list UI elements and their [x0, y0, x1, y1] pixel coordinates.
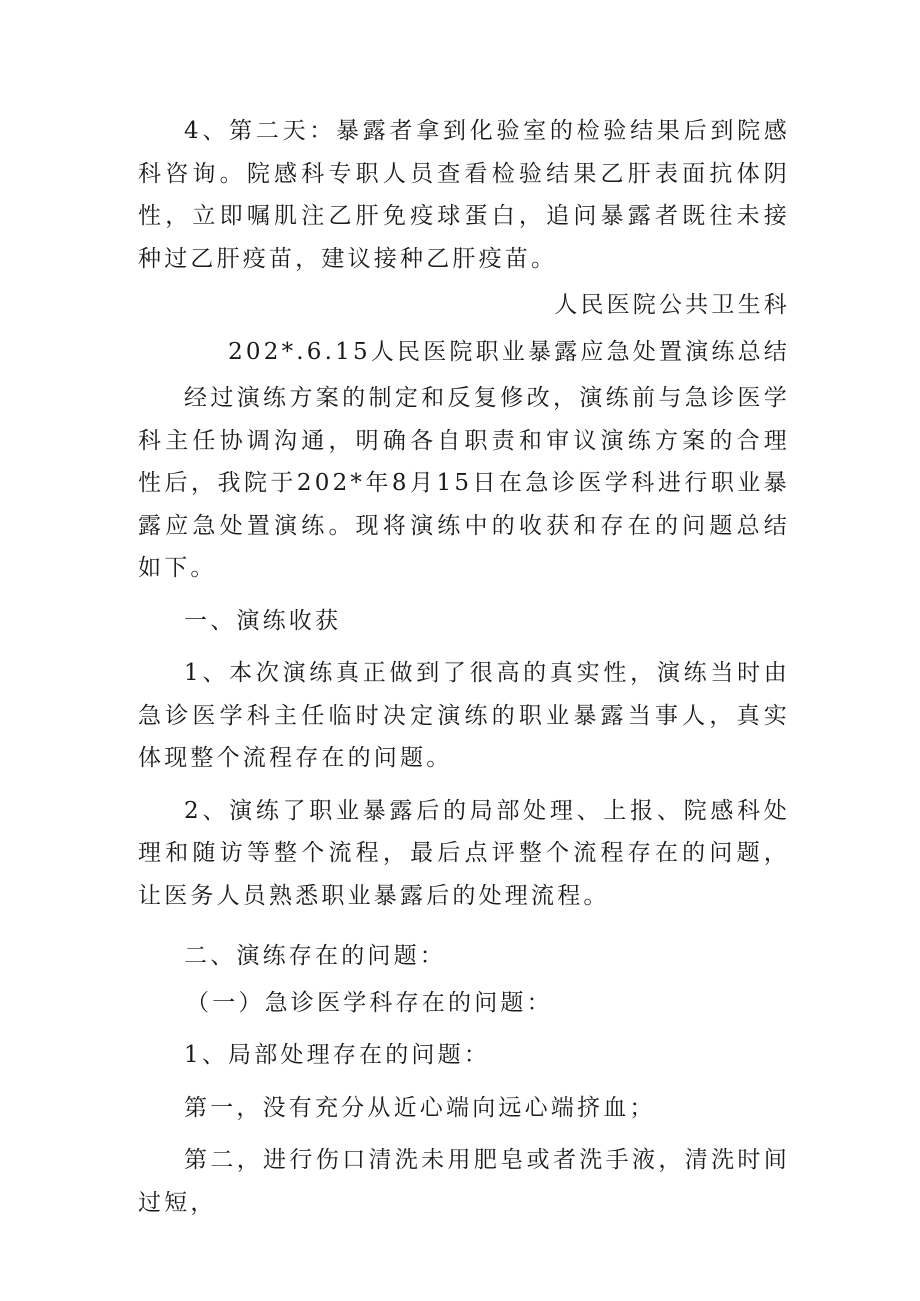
item-local-treatment-problems: 1、局部处理存在的问题： — [184, 1042, 491, 1068]
heading-drill-problems: 二、演练存在的问题： — [184, 943, 446, 969]
item-second-point: 第二，进行伤口清洗未用肥皂或者洗手液，清洗时间过短， — [138, 1147, 790, 1216]
paragraph-gain-one: 1、本次演练真正做到了很高的真实性，演练当时由急诊医学科主任临时决定演练的职业暴露当事人，真实体现整个流程存在的问题。 — [138, 660, 790, 771]
signature-department: 人民医院公共卫生科 — [554, 292, 790, 318]
document-body — [138, 110, 790, 1224]
item-first-point: 第一，没有充分从近心端向远心端挤血； — [184, 1094, 656, 1121]
paragraph-introduction: 经过演练方案的制定和反复修改，演练前与急诊医学科主任协调沟通，明确各自职责和审议演练方案的合理性后，我院于202*年8月15日在急诊医学科进行职业暴露应急处置演练。现将演练中的收获和存在的问题总结如下。 — [138, 385, 790, 581]
subheading-emergency-dept-problems: （一）急诊医学科存在的问题： — [186, 989, 553, 1016]
paragraph-gain-two: 2、演练了职业暴露后的局部处理、上报、院感科处理和随访等整个流程，最后点评整个流程存在的问题，让医务人员熟悉职业暴露后的处理流程。 — [138, 797, 790, 909]
summary-title: 202*.6.15人民医院职业暴露应急处置演练总结 — [228, 338, 790, 365]
heading-drill-gains: 一、演练收获 — [184, 607, 342, 634]
paragraph-day-two-consultation: 4、第二天：暴露者拿到化验室的检验结果后到院感科咨询。院感科专职人员查看检验结果乙肝表面抗体阴性，立即嘱肌注乙肝免疫球蛋白，追问暴露者既往未接种过乙肝疫苗，建议接种乙肝疫苗。 — [138, 118, 790, 272]
